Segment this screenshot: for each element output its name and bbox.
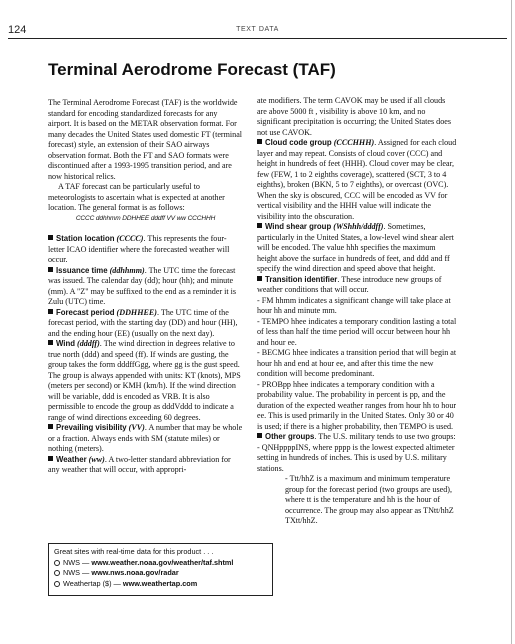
visibility-keyword: Prevailing visibility [56, 423, 127, 432]
header-rule [8, 38, 507, 39]
other-groups-text: . The U.S. military tends to use two groups: [314, 432, 456, 441]
radio-circle-icon [54, 560, 60, 566]
site-link-prefix: Weathertap ($) — [63, 578, 123, 588]
running-head: TEXT DATA [236, 26, 279, 33]
intro-paragraph: The Terminal Aerodrome Forecast (TAF) is the worldwide standard for encoding standardized forecasts for any airport. It is based on the METAR observation format. For many decades the United States used domestic FT (terminal forecast) style, an extension of their SAO airways observation format. Both the FT and SAO formats were discontinued after a 1993-1995 transition period, and are now historical relics. [48, 98, 243, 181]
issuance-code: (ddhhmm) [109, 265, 145, 275]
bullet-icon [257, 139, 262, 144]
site-link-url[interactable]: www.weathertap.com [122, 578, 198, 588]
visibility-text: . A number that may be whole or a fraction. Always ends with SM (statute miles) or nothing (meters). [48, 423, 243, 453]
site-link-row[interactable] [54, 579, 272, 590]
issuance-section [48, 266, 243, 308]
temperature-item: - Ttt/hhZ is a maximum and minimum temperature group for the forecast period (two groups are used), where tt is the temperature and hh is the hour of occurrence. The group may also appear as TNtt/hhZ TXtt/hhZ. [285, 474, 454, 525]
visibility-code: (VV) [128, 423, 145, 432]
other-groups-section [257, 432, 457, 443]
wind-shear-keyword: Wind shear group [265, 222, 332, 231]
site-link-url[interactable]: www.weather.noaa.gov/weather/taf.shtml [91, 557, 234, 567]
page-edge [511, 0, 512, 644]
period-text: . The UTC time of the forecast period, with the starting day (DD) and hour (HH), and the ending hour (EE) (usually on the next day). [48, 307, 238, 338]
radio-circle-icon [54, 570, 60, 576]
cloud-section [257, 138, 457, 222]
weather-section [48, 455, 243, 476]
station-section [48, 234, 243, 266]
page-header [0, 24, 515, 38]
left-column [48, 98, 243, 476]
intro-paragraph-2: A TAF forecast can be particularly useful to meteorologists to ascertain what is expected at another location. The general format is as follows: [48, 182, 225, 212]
bullet-icon [257, 276, 262, 281]
becmg-item: - BECMG hhee indicates a transition period that will begin at hour hh and end at hour ee, and after this time the new condition will become predominant. [257, 348, 457, 378]
wind-shear-code: (WShhh/dddff) [333, 222, 384, 231]
transition-text: . These introduce new groups of weather conditions that will occur. [257, 274, 442, 294]
bullet-icon [48, 340, 53, 345]
station-text: . This represents the four-letter ICAO identifier where the forecasted weather will occur. [48, 234, 230, 264]
visibility-section [48, 423, 243, 455]
bullet-icon [48, 267, 53, 272]
period-keyword: Forecast period [56, 307, 115, 317]
fm-item: - FM hhmm indicates a significant change will take place at hour hh and minute mm. [257, 295, 451, 315]
site-link-url[interactable]: www.nws.noaa.gov/radar [91, 568, 179, 577]
transition-keyword: Transition identifier [265, 274, 338, 284]
wind-text: . The wind direction in degrees relative to true north (ddd) and speed (ff). If winds are gusting, the group takes the form dddffGgg, where gg is the gust speed. The group is always appended with units: KT (knots), MPS (meters per second) or KMH (km/h). If the wind direction will be variable, ddd is encoded as VRB. It is also permissible to encode the group as dddVddd to indicate a range of wind directions exceeding 60 degrees. [48, 339, 241, 422]
wind-shear-text: . Sometimes, particularly in the United States, a low-level wind shear alert will be encoded. The value hhh specifies the maximum height above the surface in hundreds of feet, and ddd and ff specify the wind direction and speed above that height. [257, 222, 454, 273]
prob-item: - PROBpp hhee indicates a temporary condition with a probability value. The probability in percent is pp, and the duration of the expected weather ranges from hour hh to hour ee. This is used primarily in the United States. Only 30 or 40 is used; if there is a higher probability, then TEMPO is used. [257, 379, 457, 431]
bullet-icon [257, 223, 262, 228]
wind-keyword: Wind [56, 339, 75, 348]
great-sites-box [48, 543, 273, 596]
other-groups-keyword: Other groups [265, 432, 315, 441]
weather-text: . A two-letter standard abbreviation for any weather that will occur, with appropri- [48, 454, 231, 474]
bullet-icon [48, 424, 53, 429]
station-code: (CCCC) [116, 234, 144, 243]
issuance-keyword: Issuance time [56, 265, 108, 275]
wind-section [48, 339, 243, 423]
page-number: 124 [8, 24, 27, 36]
bullet-icon [48, 235, 53, 240]
page-title: Terminal Aerodrome Forecast (TAF) [48, 60, 336, 79]
sites-heading: Great sites with real-time data for this product . . . [54, 547, 214, 556]
radio-circle-icon [54, 581, 60, 587]
site-link-row[interactable] [54, 558, 272, 569]
site-link-prefix: NWS — [63, 557, 92, 567]
weather-continued: ate modifiers. The term CAVOK may be used if all clouds are above 5000 ft , visibility is above 10 km, and no significant precipitation is occurring; the United States does not use CAVOK. [257, 96, 451, 137]
qnh-item: - QNHppppINS, where pppp is the lowest expected altimeter setting in hundreds of inches. This is used by U.S. military stations. [257, 442, 455, 473]
bullet-icon [48, 309, 53, 314]
cloud-code: (CCCHHH) [333, 138, 375, 147]
site-link-prefix: NWS — [63, 568, 92, 577]
weather-code: (ww) [88, 454, 105, 464]
bullet-icon [48, 456, 53, 461]
cloud-keyword: Cloud code group [265, 138, 332, 147]
tempo-item: - TEMPO hhee indicates a temporary condition lasting a total of less than half the time period will occur between hour hh and hour ee. [257, 316, 457, 347]
wind-code: (dddff) [77, 339, 100, 348]
cloud-text: . Assigned for each cloud layer and may repeat. Consists of cloud cover (CCC) and height in hundreds of feet (HHH). Cloud cover may be clear, few (FEW, 1 to 2 eighths coverage), scattered (SCT, 3 to 4 eighths), broken (BKN, 5 to 7 eighths), or overcast (OVC). When the sky is obscured, CCC will be encoded as VV for vertical visibility and the HHH value will indicate the visibility into the obscuration. [257, 138, 457, 221]
bullet-icon [257, 433, 262, 438]
issuance-text: . The UTC time the forecast was issued. The calendar day (dd); hour (hh); and minute (mm). A "Z" may be suffixed to the end as a reminder it is Zulu (UTC) time. [48, 265, 237, 306]
transition-section [257, 275, 457, 296]
period-code: (DDHHEE) [116, 307, 157, 317]
period-section [48, 308, 243, 340]
taf-format-line: CCCC ddhhmm DDHHEE dddff VV ww CCCHHH [75, 214, 216, 222]
weather-keyword: Weather [56, 454, 87, 464]
station-keyword: Station location [56, 234, 115, 243]
site-link-row[interactable] [54, 568, 272, 579]
right-column [257, 96, 457, 527]
wind-shear-section [257, 222, 457, 275]
